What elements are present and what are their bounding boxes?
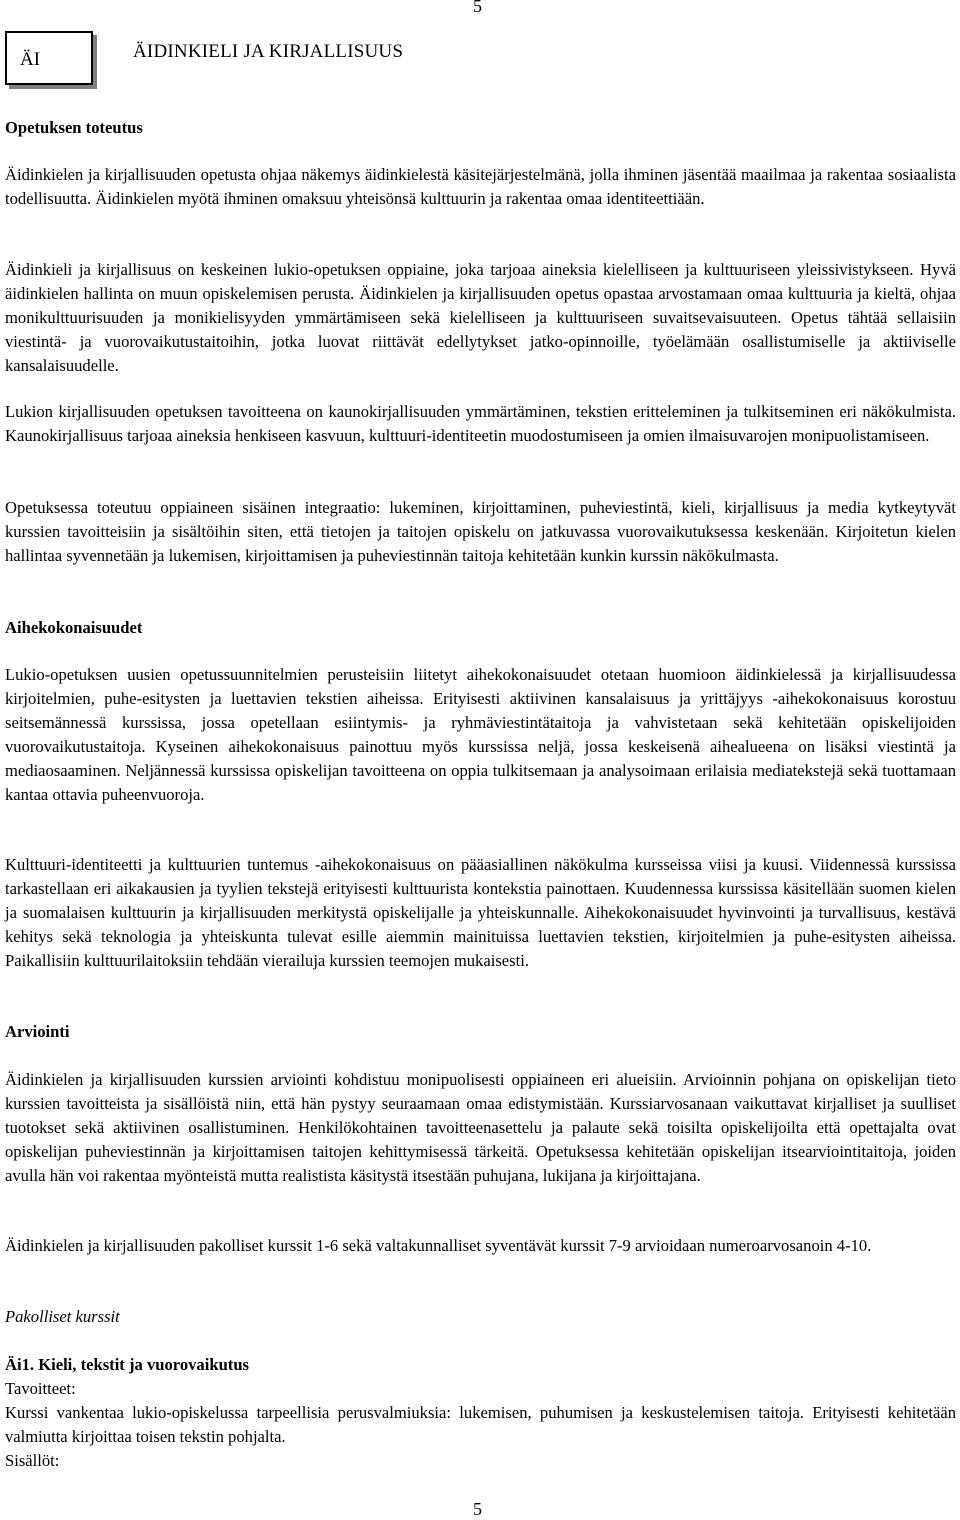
paragraph-toteutus-4: Opetuksessa toteutuu oppiaineen sisäinen integraatio: lukeminen, kirjoittaminen, puheviestintä, kieli, kirjallisuus ja media kytkeytyvät kurssien tavoitteisiin ja sisältöihin siten, että tietojen ja taitojen opiskelu on jatkuvassa vuorovaikutuksessa keskenään. Kirjoitetun kielen hallintaa syvennetään ja lukemisen, kirjoittamisen ja puheviestinnän taitoja kehitetään kunkin kurssin näkökulmasta. — [5, 498, 956, 565]
page-number-bottom: 5 — [473, 1499, 482, 1519]
paragraph-toteutus-2: Äidinkieli ja kirjallisuus on keskeinen lukio-opetuksen oppiaine, joka tarjoaa aineksia kielelliseen ja kulttuuriseen yleissivistykseen. Hyvä äidinkielen hallinta on muun opiskelemisen perusta. Äidinkielen ja kirjallisuuden opetus opastaa arvostamaan omaa kulttuuria ja kieltä, ohjaa monikulttuurisuuden ja monikielisyyden ymmärtämiseen sekä kielelliseen ja kulttuuriseen suvaitsevaisuuteen. Opetus tähtää sellaisiin viestintä- ja vuorovaikutustaitoihin, jotka luovat riittävät edellytykset jatko-opinnoille, työelämään osallistumiselle ja aktiiviselle kansalaisuudelle. — [5, 260, 956, 375]
paragraph-aihe-1: Lukio-opetuksen uusien opetussuunnitelmien perusteisiin liitetyt aihekokonaisuudet otetaan huomioon äidinkielessä ja kirjallisuudessa kirjoitelmien, puhe-esitysten ja luettavien tekstien aiheissa. Erityisesti aktiivinen kansalaisuus ja yrittäjyys -aihekokonaisuus korostuu seitsemännessä kurssissa, jossa opetellaan esiintymis- ja ryhmäviestintätaitoja ja vahvistetaan sekä kehitetään opiskelijoiden vuorovaikutustaitoja. Kyseinen aihekokonaisuus painottuu myös kurssissa neljä, jossa keskeisenä aihealueena on lisäksi viestintä ja mediaosaaminen. Neljännessä kurssissa opiskelijan tavoitteena on oppia tulkitsemaan ja analysoimaan erilaisia mediatekstejä sekä tuottamaan kantaa ottavia puheenvuoroja. — [5, 665, 956, 804]
paragraph-toteutus-3: Lukion kirjallisuuden opetuksen tavoitteena on kaunokirjallisuuden ymmärtäminen, tekstien eritteleminen ja tulkitseminen eri näkökulmista. Kaunokirjallisuus tarjoaa aineksia henkiseen kasvuun, kulttuuri-identiteetin muodostumiseen ja omien ilmaisuvarojen monipuolistamiseen. — [5, 402, 956, 445]
paragraph-arviointi-2: Äidinkielen ja kirjallisuuden pakolliset kurssit 1-6 sekä valtakunnalliset syventävät kurssit 7-9 arvioidaan numeroarvosanoin 4-10. — [5, 1236, 872, 1255]
paragraph-aihe-2: Kulttuuri-identiteetti ja kulttuurien tuntemus -aihekokonaisuus on pääasiallinen näkökulma kursseissa viisi ja kuusi. Viidennessä kurssissa tarkastellaan eri aikakausien ja tyylien tekstejä erityisesti kulttuurista kontekstia painottaen. Kuudennessa kurssissa käsitellään suomen kielen ja suomalaisen kulttuurin ja kirjallisuuden merkitystä opiskelijalle ja yhteiskunnalle. Aihekokonaisuudet hyvinvointi ja turvallisuus, kestävä kehitys sekä teknologia ja yhteiskunta tulevat esille aiemmin mainituissa luettavien tekstien, kirjoitelmien ja puhe-esitysten aiheissa. Paikallisiin kulttuurilaitoksiin tehdään vierailuja kurssien teemojen mukaisesti. — [5, 855, 956, 970]
paragraph-toteutus-1: Äidinkielen ja kirjallisuuden opetusta ohjaa näkemys äidinkielestä käsitejärjestelmänä, jolla ihminen jäsentää maailmaa ja rakentaa sosiaalista todellisuutta. Äidinkielen myötä ihminen omaksuu yhteisönsä kulttuurin ja rakentaa omaa identiteettiään. — [5, 165, 956, 208]
course-title: Äi1. Kieli, tekstit ja vuorovaikutus — [5, 1355, 250, 1374]
sisallot-label: Sisällöt: — [5, 1451, 60, 1470]
page-number-top: 5 — [473, 0, 482, 16]
heading-arviointi: Arviointi — [5, 1022, 70, 1041]
heading-opetuksen-toteutus: Opetuksen toteutus — [5, 118, 143, 137]
tavoitteet-label: Tavoitteet: — [5, 1379, 76, 1398]
heading-aihekokonaisuudet: Aihekokonaisuudet — [5, 618, 143, 637]
subject-code-box: ÄI — [5, 31, 93, 85]
subject-title: ÄIDINKIELI JA KIRJALLISUUS — [133, 41, 404, 62]
paragraph-arviointi-1: Äidinkielen ja kirjallisuuden kurssien arviointi kohdistuu monipuolisesti oppiaineen eri alueisiin. Arvioinnin pohjana on opiskelijan tieto kurssien tavoitteista ja sisällöistä niin, että hän pystyy seuraamaan omaa edistymistään. Kurssiarvosanaan vaikuttavat kirjalliset ja suulliset tuotokset sekä aktiivinen osallistuminen. Henkilökohtainen tavoitteenasettelu ja palaute sekä toisilta opiskelijoilta että opettajalta ovat opiskelijan puheviestinnän ja kirjoittamisen taitojen kehittymisessä tärkeitä. Opetuksessa kehitetään opiskelijan itsearviointitaitoja, joiden avulla hän voi rakentaa myönteistä mutta realistista käsitystä itsestään puhujana, lukijana ja kirjoittajana. — [5, 1070, 956, 1185]
tavoitteet-text: Kurssi vankentaa lukio-opiskelussa tarpeellisia perusvalmiuksia: lukemisen, puhumisen ja keskustelemisen taitoja. Erityisesti kehitetään valmiutta kirjoittaa toisen tekstin pohjalta. — [5, 1403, 956, 1446]
heading-pakolliset-kurssit: Pakolliset kurssit — [5, 1307, 120, 1326]
